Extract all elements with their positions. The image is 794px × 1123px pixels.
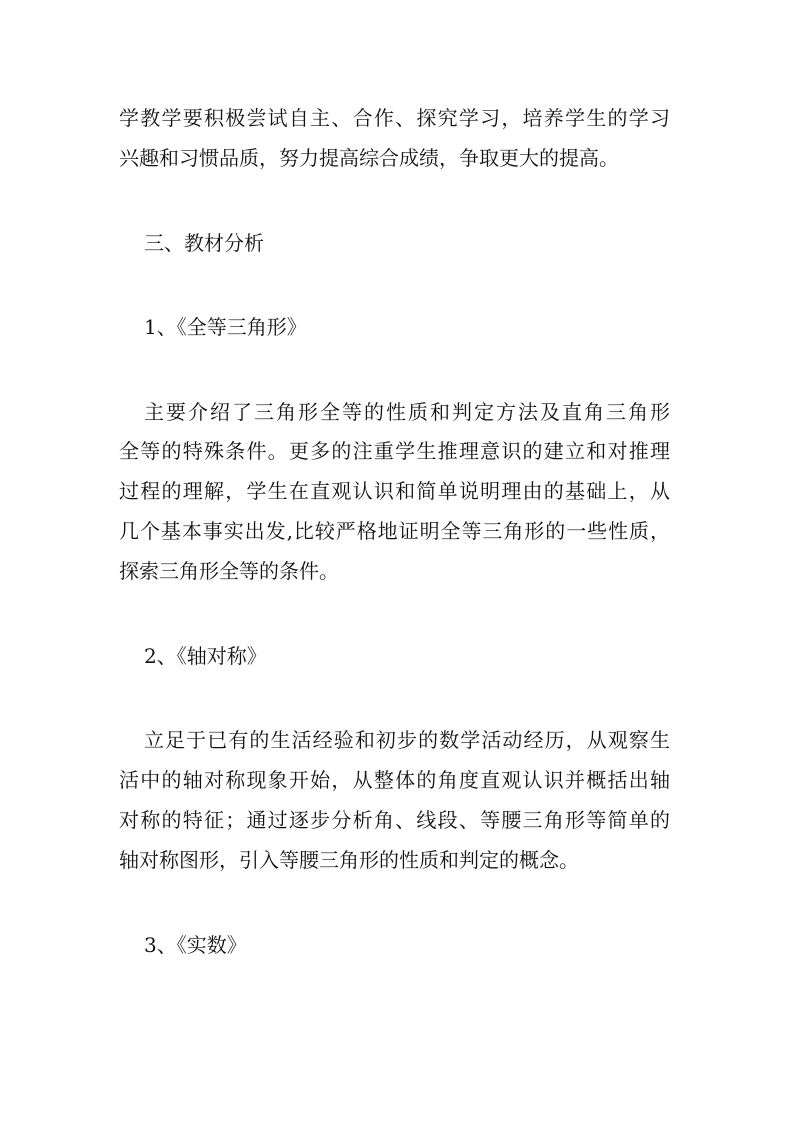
paragraph-2-line-3: 过程的理解，学生在直观认识和简单说明理由的基础上，从 <box>119 479 670 503</box>
item-3-title: 3、《实数》 <box>144 933 247 957</box>
paragraph-2-line-5: 探索三角形全等的条件。 <box>119 559 339 583</box>
paragraph-1-line-2: 兴趣和习惯品质，努力提高综合成绩，争取更大的提高。 <box>119 146 619 170</box>
item-1-title: 1、《全等三角形》 <box>144 315 307 339</box>
paragraph-3-line-2: 活中的轴对称现象开始，从整体的角度直观认识并概括出轴 <box>119 768 670 792</box>
paragraph-2-line-1: 主要介绍了三角形全等的性质和判定方法及直角三角形 <box>144 400 670 424</box>
paragraph-1-line-1: 学教学要积极尝试自主、合作、探究学习，培养学生的学习 <box>119 106 670 130</box>
paragraph-3-line-3: 对称的特征；通过逐步分析角、线段、等腰三角形等简单的 <box>119 808 670 832</box>
item-2-title: 2、《轴对称》 <box>144 644 267 668</box>
paragraph-2-line-4: 几个基本事实出发,比较严格地证明全等三角形的一些性质， <box>119 519 670 543</box>
paragraph-3-line-4: 轴对称图形，引入等腰三角形的性质和判定的概念。 <box>119 848 579 872</box>
paragraph-3-line-1: 立足于已有的生活经验和初步的数学活动经历，从观察生 <box>144 728 670 752</box>
section-heading: 三、教材分析 <box>144 231 264 255</box>
paragraph-2-line-2: 全等的特殊条件。更多的注重学生推理意识的建立和对推理 <box>119 439 670 463</box>
